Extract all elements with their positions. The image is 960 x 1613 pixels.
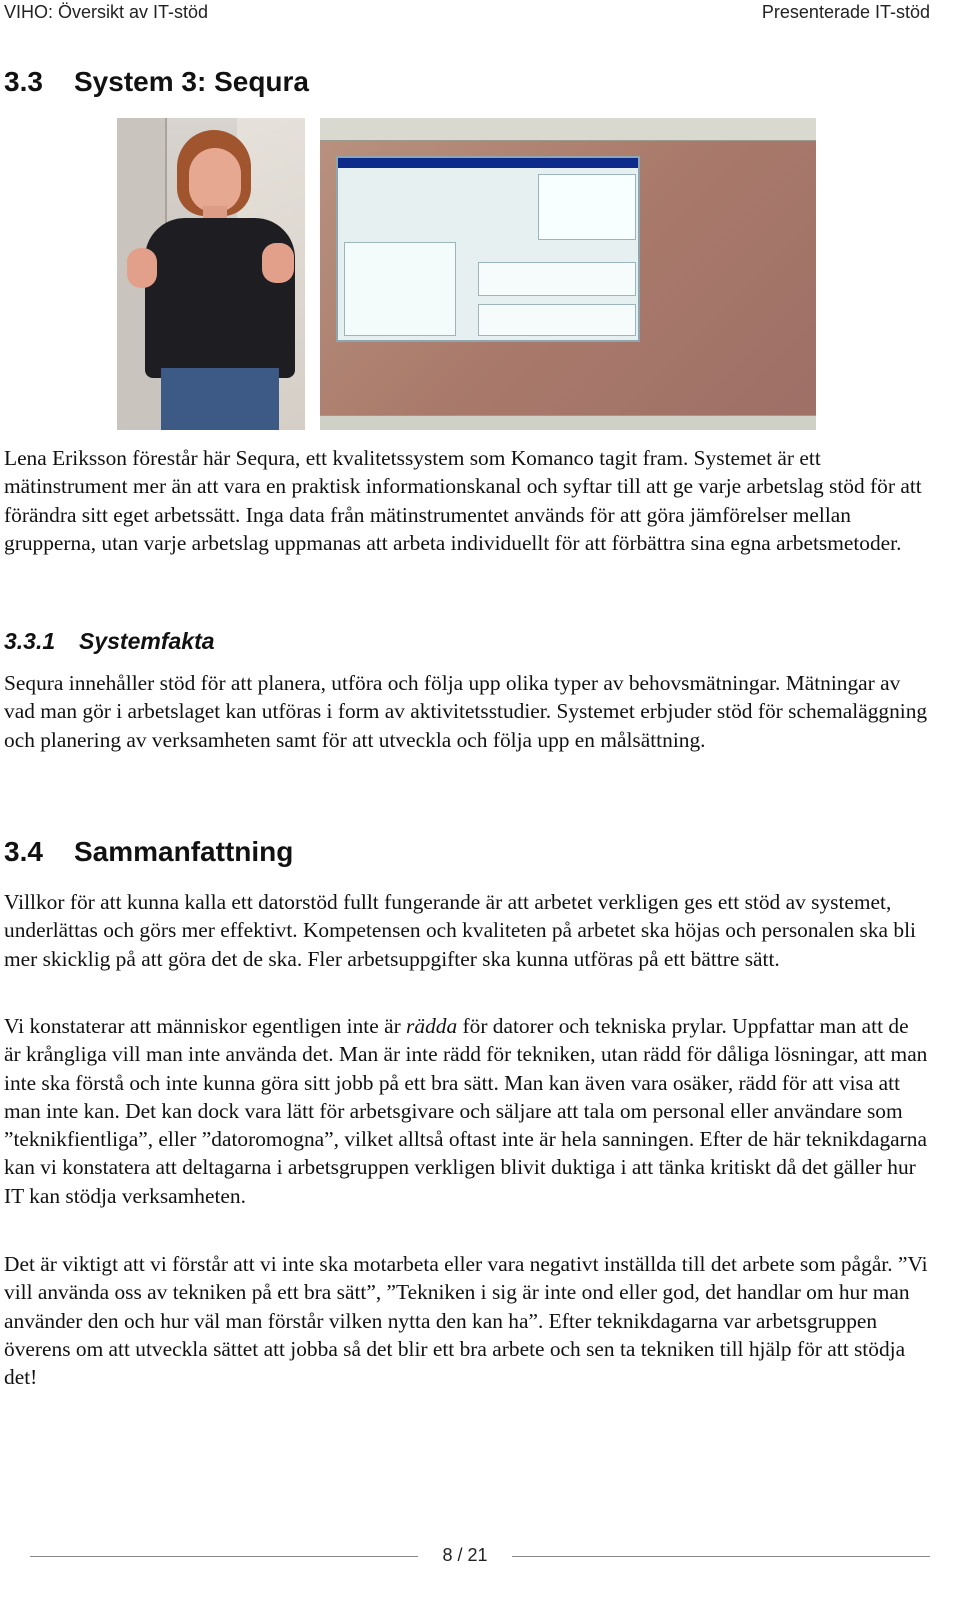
photo-sweater <box>145 218 295 378</box>
section-heading-3-4 <box>4 836 293 868</box>
subsection-title: Systemfakta <box>79 628 215 654</box>
screen-taskbar <box>320 415 816 430</box>
section-heading-3-3 <box>4 66 309 98</box>
subsection-heading-3-3-1 <box>4 628 215 655</box>
screen-dialog-titlebar <box>338 158 638 168</box>
photo-right-hand <box>262 243 294 283</box>
footer-rule-left <box>30 1556 418 1557</box>
photo-presenter <box>117 118 305 430</box>
paragraph-intro-sequra: Lena Eriksson förestår här Sequra, ett kvalitetssystem som Komanco tagit fram. Systemet är ett mätinstrument mer än att vara en praktisk informationskanal och syftar till att ge varje arbetslag stöd för att förändra sitt eget arbetssätt. Inga data från mätinstrumentet används för att göra jämförelser mellan grupperna, utan varje arbetslag uppmanas att arbeta individuellt för att förbättra sina egna arbetsmetoder. <box>4 446 922 555</box>
emphasis-word: rädda <box>406 1014 458 1038</box>
page-header <box>0 0 960 26</box>
paragraph-text: Vi konstaterar att människor egentligen inte är <box>4 1014 407 1038</box>
screen-tree-list <box>344 242 456 336</box>
section-number: 3.3 <box>4 66 43 97</box>
screen-text-panel-2 <box>478 304 636 336</box>
photo-face <box>189 148 241 212</box>
paragraph-summary-1: Villkor för att kunna kalla ett datorstöd fullt fungerande är att arbetet verkligen ges ett stöd av systemet, underlättas och görs mer effektivt. Kompetensen och kvaliteten på arbetet ska höjas och personalen ska bli mer skicklig på att göra det de ska. Fler arbetsuppgifter ska kunna utföras på ett bättre sätt. <box>4 890 916 971</box>
header-chapter-title: Presenterade IT-stöd <box>761 2 930 22</box>
photo-jeans <box>161 368 279 430</box>
footer-rule-right <box>512 1556 930 1557</box>
header-document-title: VIHO: Översikt av IT-stöd <box>4 2 209 22</box>
photo-left-hand <box>127 248 157 288</box>
photo-projected-screen <box>320 118 816 430</box>
paragraph-summary-3: Det är viktigt att vi förstår att vi inte ska motarbeta eller vara negativt inställda till det arbete som pågår. ”Vi vill använda oss av tekniken på ett bra sätt”, ”Tekniken i sig är inte ond eller god, det handlar om hur man använder den och hur väl man förstår vilken nytta den kan ha”. Efter teknikdagarna var arbetsgruppen överens om att utveckla sättet att jobba så det blir ett bra arbete och sen ta tekniken till hjälp för att stödja det! <box>4 1252 928 1390</box>
section-title: Sammanfattning <box>74 836 294 867</box>
paragraph-systemfakta: Sequra innehåller stöd för att planera, utföra och följa upp olika typer av behovsmätningar. Mätningar av vad man gör i arbetslaget kan utföras i form av aktivitetsstudier. Systemet erbjuder stöd för schemaläggning och planering av verksamheten samt för att utveckla och följa upp en målsättning. <box>4 671 928 752</box>
screen-menubar <box>320 118 816 141</box>
paragraph-summary-2 <box>4 1012 929 1210</box>
paragraph-text: för datorer och tekniska prylar. Uppfattar man att de är krångliga vill man inte använda det. Man är inte rädd för tekniken, utan rädd för dåliga lösningar, att man inte ska förstå och inte kunna göra sitt jobb på ett bra sätt. Man kan även vara osäker, rädd för att visa att man inte kan. Det kan dock vara lätt för arbetsgivare och säljare att tala om personal eller användare som ”teknikfientliga”, eller ”datoromogna”, vilket alltså oftast inte är hela sanningen. Efter de här teknikdagarna kan vi konstatera att deltagarna i arbetsgruppen verkligen blivit duktiga i att tänka kritiskt då det gäller hur IT kan stödja verksamheten. <box>4 1014 928 1208</box>
section-number: 3.4 <box>4 836 43 867</box>
screen-text-panel <box>478 262 636 296</box>
screen-dialog-window <box>336 156 640 342</box>
section-title: System 3: Sequra <box>74 66 309 97</box>
screen-date-table <box>538 174 636 240</box>
page-number: 8 / 21 <box>442 1545 488 1565</box>
subsection-number: 3.3.1 <box>4 628 56 654</box>
